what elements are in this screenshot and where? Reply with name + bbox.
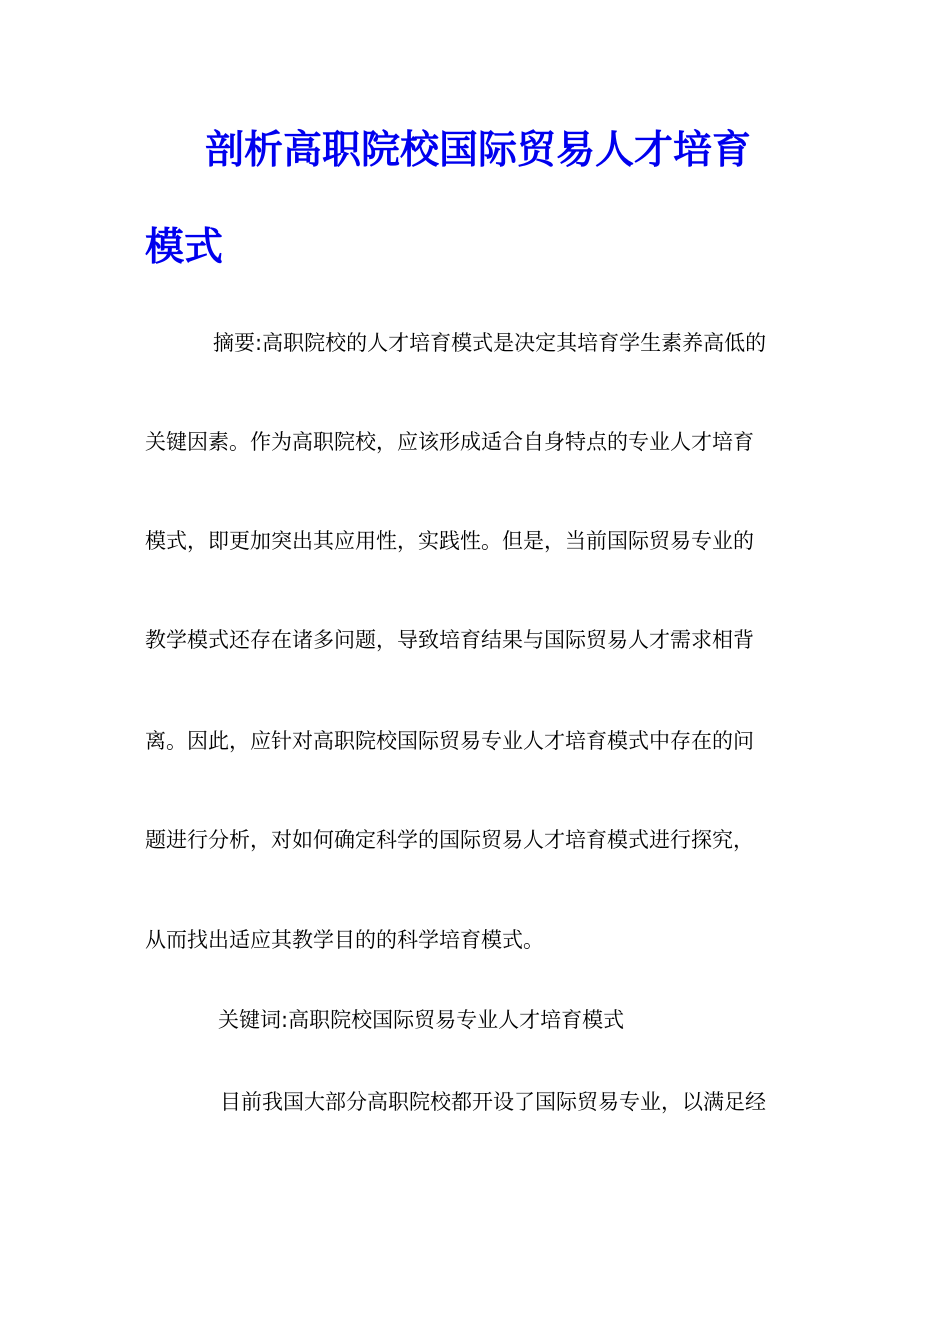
abstract-line-5: 离。因此，应针对高职院校国际贸易专业人才培育模式中存在的问 xyxy=(145,729,754,753)
body-paragraph-line: 目前我国大部分高职院校都开设了国际贸易专业，以满足经 xyxy=(220,1090,766,1114)
document-title-line-2: 模式 xyxy=(145,225,224,270)
abstract-line-6: 题进行分析，对如何确定科学的国际贸易人才培育模式进行探究， xyxy=(145,828,754,852)
document-title-line-1: 剖析高职院校国际贸易人才培育 xyxy=(205,128,752,173)
abstract-line-7: 从而找出适应其教学目的的科学培育模式。 xyxy=(145,928,544,952)
abstract-line-1: 摘要:高职院校的人才培育模式是决定其培育学生素养高低的 xyxy=(213,331,767,355)
abstract-line-2: 关键因素。作为高职院校，应该形成适合自身特点的专业人才培育 xyxy=(145,430,754,454)
keywords-line: 关键词:高职院校国际贸易专业人才培育模式 xyxy=(218,1008,625,1032)
abstract-line-4: 教学模式还存在诸多问题，导致培育结果与国际贸易人才需求相背 xyxy=(145,628,754,652)
abstract-line-3: 模式，即更加突出其应用性，实践性。但是，当前国际贸易专业的 xyxy=(145,529,754,553)
